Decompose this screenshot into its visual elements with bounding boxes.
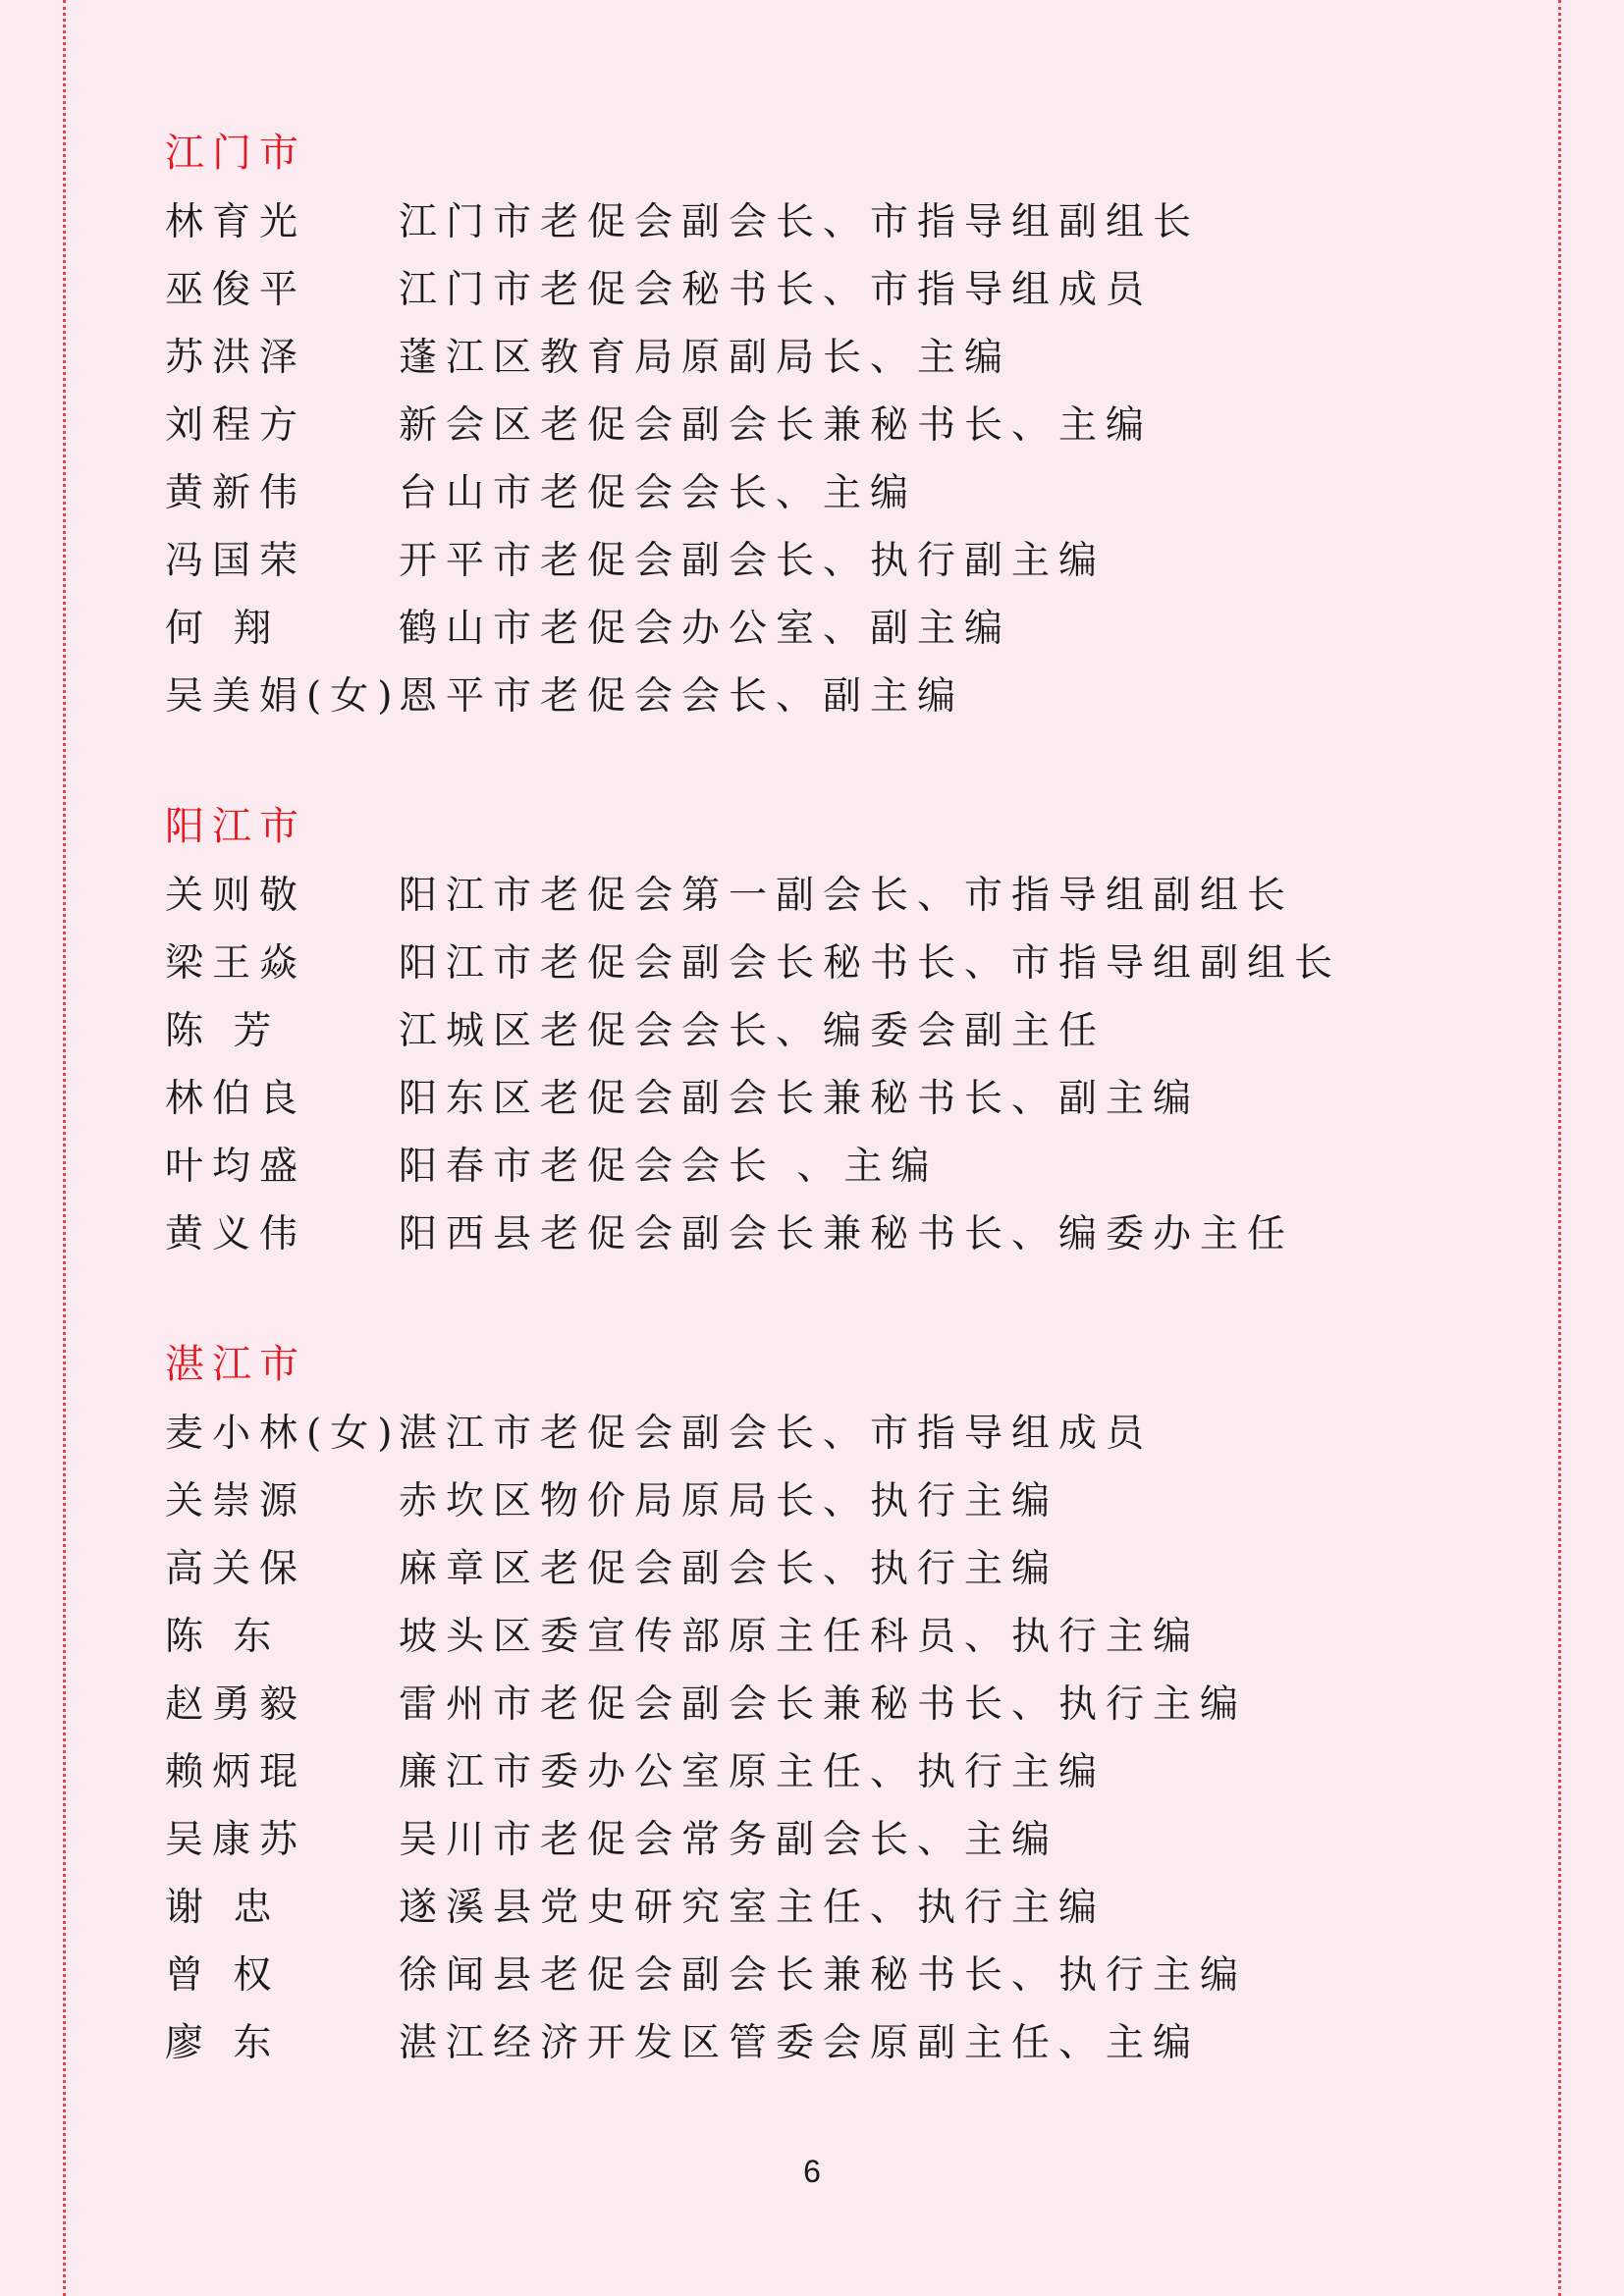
- list-item: [165, 188, 1520, 256]
- member-role: 新会区老促会副会长兼秘书长、主编: [399, 403, 1154, 448]
- section-title: 湛江市: [165, 1342, 306, 1387]
- list-item: [165, 1133, 1520, 1201]
- list-item: [165, 324, 1520, 392]
- member-name: 冯国荣: [165, 539, 307, 583]
- member-role: 恩平市老促会会长、副主编: [399, 674, 965, 719]
- list-item: [165, 1806, 1520, 1874]
- member-role: 吴川市老促会常务副会长、主编: [399, 1818, 1059, 1862]
- member-role: 坡头区委宣传部原主任科员、执行主编: [399, 1615, 1201, 1659]
- member-role: 湛江经济开发区管委会原副主任、主编: [399, 2021, 1201, 2065]
- member-name: 赵勇毅: [165, 1682, 307, 1727]
- member-name: 林伯良: [165, 1077, 307, 1121]
- member-role: 徐闻县老促会副会长兼秘书长、执行主编: [399, 1953, 1248, 1998]
- list-item: [165, 1671, 1520, 1738]
- member-role: 江门市老促会秘书长、市指导组成员: [399, 268, 1154, 312]
- member-role: 麻章区老促会副会长、执行主编: [399, 1547, 1059, 1591]
- member-name: 叶均盛: [165, 1145, 307, 1189]
- member-role: 阳春市老促会会长 、主编: [399, 1145, 939, 1189]
- list-item: [165, 459, 1520, 527]
- member-name: 廖 东: [165, 2021, 281, 2065]
- member-role: 江门市老促会副会长、市指导组副组长: [399, 200, 1201, 244]
- member-role: 阳江市老促会副会长秘书长、市指导组副组长: [399, 941, 1342, 986]
- member-role: 廉江市委办公室原主任、执行主编: [399, 1750, 1107, 1794]
- member-role: 湛江市老促会副会长、市指导组成员: [399, 1412, 1154, 1456]
- section-title: 江门市: [165, 131, 306, 176]
- member-name: 苏洪泽: [165, 336, 307, 380]
- list-item: [165, 1535, 1520, 1603]
- section-yangjiang: [165, 795, 1520, 1268]
- page-number: 6: [803, 2154, 821, 2189]
- list-item: [165, 663, 1520, 730]
- right-dotted-border: [1558, 0, 1561, 2296]
- member-role: 阳江市老促会第一副会长、市指导组副组长: [399, 874, 1295, 918]
- member-name: 林育光: [165, 200, 307, 244]
- member-name: 麦小林(女): [165, 1412, 402, 1456]
- member-role: 雷州市老促会副会长兼秘书长、执行主编: [399, 1682, 1248, 1727]
- roster-content: [165, 122, 1520, 2142]
- list-item: [165, 1065, 1520, 1133]
- list-item: [165, 1201, 1520, 1268]
- left-dotted-border: [63, 0, 66, 2296]
- list-item: [165, 1603, 1520, 1671]
- member-name: 高关保: [165, 1547, 307, 1591]
- list-item: [165, 862, 1520, 930]
- member-role: 阳东区老促会副会长兼秘书长、副主编: [399, 1077, 1201, 1121]
- section-jiangmen: [165, 122, 1520, 730]
- member-name: 黄新伟: [165, 471, 307, 515]
- member-role: 遂溪县党史研究室主任、执行主编: [399, 1886, 1107, 1930]
- member-role: 阳西县老促会副会长兼秘书长、编委办主任: [399, 1212, 1295, 1256]
- member-name: 陈 东: [165, 1615, 281, 1659]
- member-role: 赤坎区物价局原局长、执行主编: [399, 1479, 1059, 1523]
- member-role: 开平市老促会副会长、执行副主编: [399, 539, 1107, 583]
- member-name: 赖炳琨: [165, 1750, 307, 1794]
- member-role: 鹤山市老促会办公室、副主编: [399, 607, 1012, 651]
- member-name: 吴美娟(女): [165, 674, 402, 719]
- list-item: [165, 1874, 1520, 1942]
- member-name: 谢 忠: [165, 1886, 281, 1930]
- list-item: [165, 527, 1520, 595]
- member-name: 巫俊平: [165, 268, 307, 312]
- list-item: [165, 1468, 1520, 1535]
- list-item: [165, 997, 1520, 1065]
- member-name: 吴康苏: [165, 1818, 307, 1862]
- section-title: 阳江市: [165, 804, 306, 849]
- member-name: 关崇源: [165, 1479, 307, 1523]
- member-name: 关则敬: [165, 874, 307, 918]
- member-role: 江城区老促会会长、编委会副主任: [399, 1009, 1107, 1053]
- member-name: 黄义伟: [165, 1212, 307, 1256]
- list-item: [165, 595, 1520, 663]
- list-item: [165, 1942, 1520, 2009]
- section-zhanjiang: [165, 1333, 1520, 2077]
- member-name: 曾 权: [165, 1953, 281, 1998]
- member-name: 陈 芳: [165, 1009, 281, 1053]
- member-name: 刘程方: [165, 403, 307, 448]
- list-item: [165, 930, 1520, 997]
- list-item: [165, 392, 1520, 459]
- list-item: [165, 256, 1520, 324]
- member-name: 何 翔: [165, 607, 281, 651]
- list-item: [165, 1400, 1520, 1468]
- list-item: [165, 1738, 1520, 1806]
- member-name: 梁王焱: [165, 941, 307, 986]
- list-item: [165, 2009, 1520, 2077]
- member-role: 台山市老促会会长、主编: [399, 471, 918, 515]
- member-role: 蓬江区教育局原副局长、主编: [399, 336, 1012, 380]
